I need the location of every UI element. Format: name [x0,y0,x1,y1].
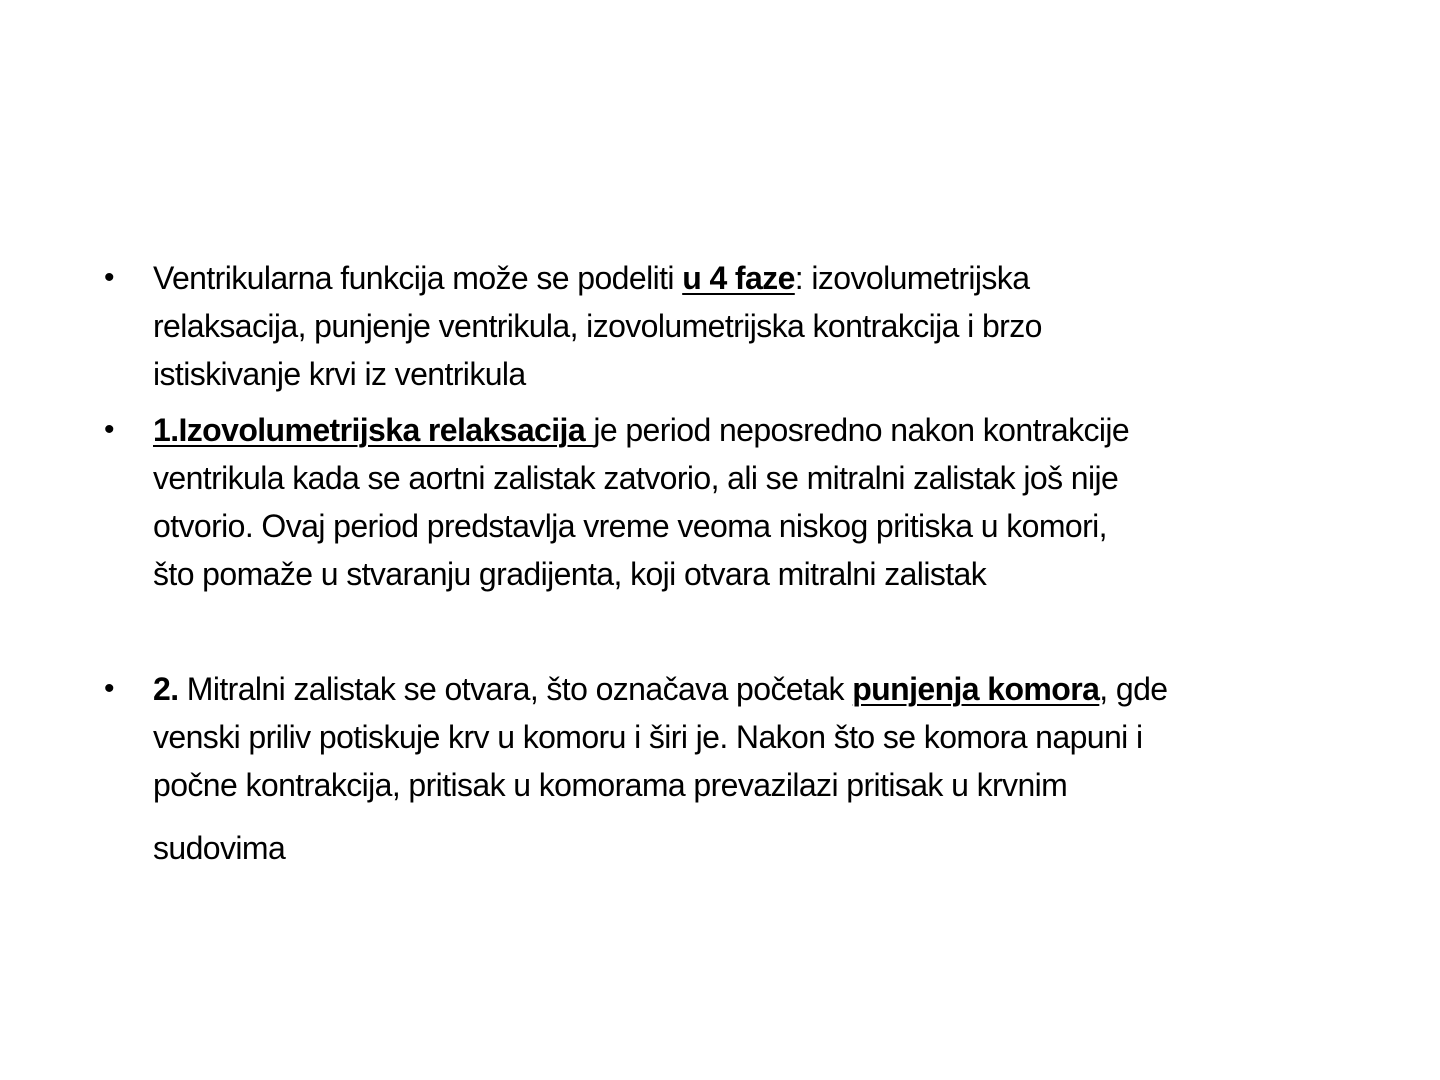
text: Mitralni zalistak se otvara, što označava početak [178,671,853,707]
step-number: 2. [153,671,179,707]
text: je period neposredno nakon kontrakcije [593,412,1130,448]
text: relaksacija, punjenje ventrikula, izovolumetrijska kontrakcija i brzo [153,308,1042,344]
text: što pomaže u stvaranju gradijenta, koji otvara mitralni zalistak [153,556,987,592]
text: venski priliv potiskuje krv u komoru i širi je. Nakon što se komora napuni i [153,719,1143,755]
bullet-3-line-3 [153,765,1067,805]
bullet-2-line-1 [153,410,1129,450]
bullet-2-line-2 [153,458,1118,498]
text: otvorio. Ovaj period predstavlja vreme veoma niskog pritiska u komori, [153,508,1107,544]
bullet-2-line-4 [153,554,986,594]
bullet-1-line-1 [153,258,1029,298]
bullet-icon: • [104,672,115,705]
bullet-1-line-2 [153,306,1042,346]
bullet-3-line-4 [153,828,285,868]
text: , gde [1099,671,1168,707]
bullet-icon: • [104,413,115,446]
bullet-2-line-3 [153,506,1107,546]
text: istiskivanje krvi iz ventrikula [153,356,526,392]
text: sudovima [153,830,286,866]
bullet-3-line-1 [153,669,1167,709]
text: Ventrikularna funkcija može se podeliti [153,260,683,296]
emphasis-isovolumetric-relaxation: 1.Izovolumetrijska relaksacija [153,412,594,448]
bullet-1-line-3 [153,354,526,394]
bullet-3-line-2 [153,717,1142,757]
text: : izovolumetrijska [794,260,1030,296]
text: ventrikula kada se aortni zalistak zatvorio, ali se mitralni zalistak još nije [153,460,1119,496]
emphasis-four-phases: u 4 faze [682,260,795,296]
emphasis-ventricle-filling: punjenja komora [852,671,1100,707]
text: počne kontrakcija, pritisak u komorama prevazilazi pritisak u krvnim [153,767,1068,803]
bullet-icon: • [104,261,115,294]
